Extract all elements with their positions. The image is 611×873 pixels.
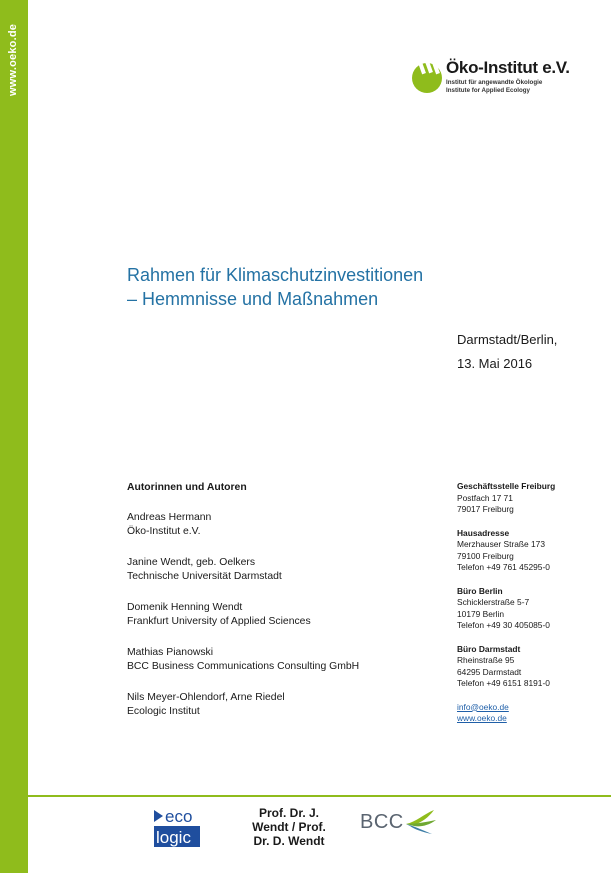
author-org: Öko-Institut e.V. bbox=[127, 526, 201, 537]
ecologic-top-text: eco bbox=[165, 807, 193, 826]
office-line: Rheinstraße 95 bbox=[457, 655, 515, 665]
author-name: Janine Wendt, geb. Oelkers bbox=[127, 556, 256, 568]
document-title bbox=[127, 263, 423, 311]
footer-divider bbox=[28, 795, 611, 797]
website-link[interactable]: www.oeko.de bbox=[457, 713, 507, 723]
partner-line: Wendt / Prof. bbox=[252, 820, 326, 834]
sidebar-url: www.oeko.de bbox=[7, 23, 19, 96]
author-entry bbox=[127, 511, 359, 540]
author-org: Frankfurt University of Applied Sciences bbox=[127, 616, 311, 627]
partner-names bbox=[244, 806, 334, 848]
contact-links bbox=[457, 702, 555, 725]
office-line: Telefon +49 30 405085-0 bbox=[457, 620, 550, 630]
office-line: Postfach 17 71 bbox=[457, 492, 513, 503]
place: Darmstadt/Berlin, bbox=[457, 332, 558, 347]
author-org: Ecologic Institut bbox=[127, 706, 200, 717]
authors-heading: Autorinnen und Autoren bbox=[127, 482, 247, 493]
partner-line: Dr. D. Wendt bbox=[253, 834, 325, 848]
office-line: Telefon +49 6151 8191-0 bbox=[457, 678, 550, 688]
author-entry bbox=[127, 691, 359, 720]
logo-subtitle-de: Institut für angewandte Ökologie bbox=[446, 79, 543, 86]
office-line: 79100 Freiburg bbox=[457, 550, 514, 561]
author-name: Nils Meyer-Ohlendorf, Arne Riedel bbox=[127, 691, 285, 703]
author-org: Technische Universität Darmstadt bbox=[127, 571, 282, 582]
office-heading: Geschäftsstelle Freiburg bbox=[457, 481, 556, 491]
oeko-institut-logo bbox=[410, 58, 580, 98]
author-name: Andreas Hermann bbox=[127, 511, 212, 523]
author-name: Mathias Pianowski bbox=[127, 646, 214, 658]
office-line: Schicklerstraße 5-7 bbox=[457, 597, 530, 607]
office-line: Merzhauser Straße 173 bbox=[457, 539, 545, 549]
logo-subtitle-en: Institute for Applied Ecology bbox=[446, 87, 530, 94]
bcc-leaf-icon bbox=[404, 808, 438, 838]
office-heading: Büro Darmstadt bbox=[457, 643, 521, 654]
office-berlin bbox=[457, 586, 555, 632]
title-line-1: Rahmen für Klimaschutzinvestitionen bbox=[127, 265, 424, 285]
email-link[interactable]: info@oeko.de bbox=[457, 701, 509, 712]
office-line: 64295 Darmstadt bbox=[457, 666, 522, 677]
author-entry bbox=[127, 601, 359, 630]
author-org: BCC Business Communications Consulting GmbH bbox=[127, 661, 360, 672]
green-sidebar bbox=[0, 0, 28, 873]
offices-block bbox=[457, 481, 555, 725]
office-line: 79017 Freiburg bbox=[457, 504, 514, 514]
office-line: Telefon +49 761 45295-0 bbox=[457, 562, 550, 572]
office-heading: Büro Berlin bbox=[457, 585, 503, 596]
bcc-logo bbox=[360, 808, 440, 838]
title-line-2: – Hemmnisse und Maßnahmen bbox=[127, 289, 379, 309]
bcc-text: BCC bbox=[360, 811, 404, 833]
logo-name: Öko-Institut e.V. bbox=[446, 58, 570, 77]
office-darmstadt bbox=[457, 644, 555, 690]
authors-block bbox=[127, 481, 359, 736]
partner-line: Prof. Dr. J. bbox=[258, 806, 320, 820]
ecologic-bottom-text: logic bbox=[156, 828, 191, 847]
author-name: Domenik Henning Wendt bbox=[127, 601, 243, 613]
oeko-logo-icon bbox=[410, 60, 444, 94]
office-heading: Hausadresse bbox=[457, 527, 510, 538]
date: 13. Mai 2016 bbox=[457, 356, 533, 371]
office-hausadresse bbox=[457, 528, 555, 574]
ecologic-logo bbox=[154, 806, 202, 848]
office-freiburg bbox=[457, 481, 555, 516]
office-line: 10179 Berlin bbox=[457, 608, 505, 619]
author-entry bbox=[127, 646, 359, 675]
author-entry bbox=[127, 556, 359, 585]
